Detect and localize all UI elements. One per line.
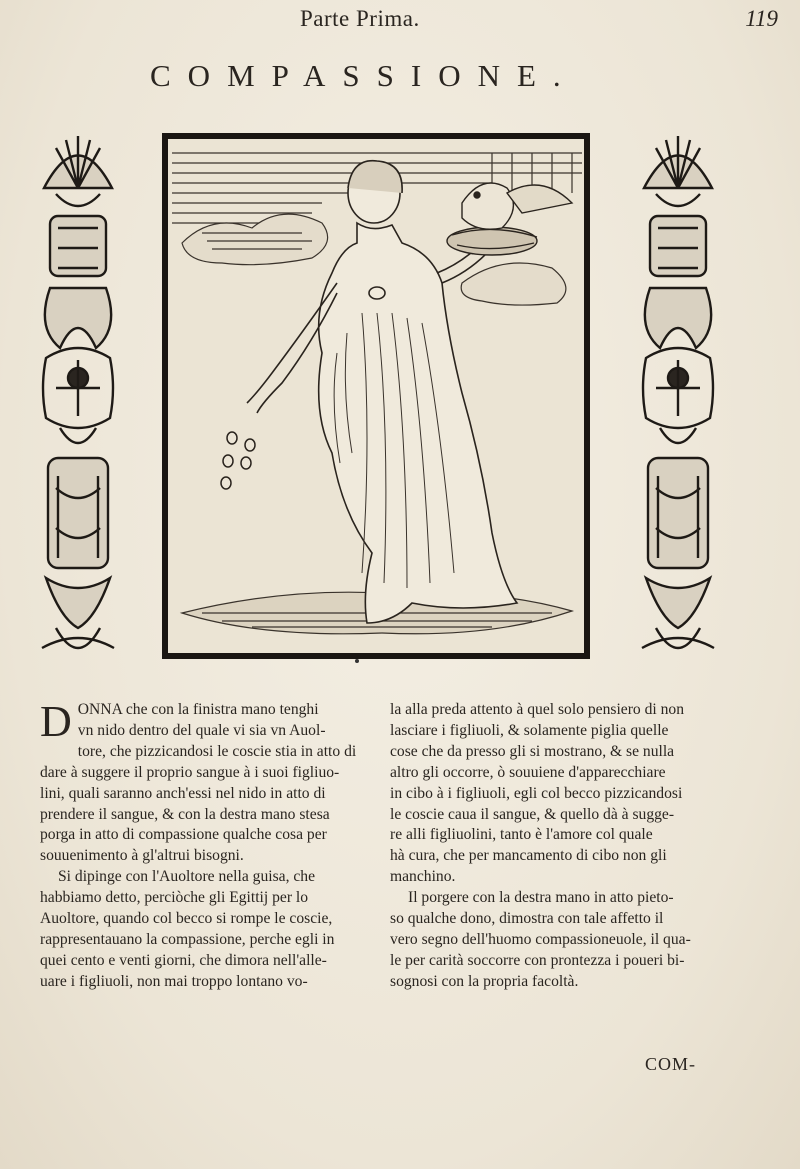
ornament-right-icon — [636, 128, 720, 668]
right-column-line: la alla preda attento à quel solo pensiero di non — [390, 701, 685, 718]
left-column-line: prendere il sangue, & con la destra mano stesa — [40, 805, 330, 823]
right-column-line: le per carità soccorre con prontezza i poueri bi- — [390, 951, 685, 969]
left-column-line: vn nido dentro del quale vi sia vn Auol- — [77, 721, 326, 739]
right-column-line: le coscie caua il sangue, & quello dà à sugge- — [390, 805, 675, 823]
left-column-line: quei cento e venti giorni, che dimora nell'alle- — [40, 951, 327, 969]
right-column-line: altro gli occorre, ò souuiene d'apparecchiare — [390, 763, 666, 781]
left-column-line: rappresentauano la compassione, perche egli in — [40, 930, 335, 948]
right-column-line: in cibo à i figliuoli, egli col becco pizzicandosi — [390, 784, 683, 802]
drop-cap: D — [40, 697, 72, 746]
left-column-line: souuenimento à gl'altrui bisogni. — [40, 847, 244, 865]
catchword: COM- — [645, 1054, 697, 1074]
ornament-left-icon — [36, 128, 120, 668]
left-column-line: dare à suggere il proprio sangue à i suoi figliuo- — [40, 763, 340, 781]
page-title: COMPASSIONE. — [150, 58, 578, 93]
left-column-line: lini, quali saranno anch'essi nel nido in atto di — [40, 784, 326, 802]
right-column-line: vero segno dell'huomo compassioneuole, il qua- — [390, 930, 691, 948]
left-column-line: porga in atto di compassione qualche cosa per — [40, 826, 327, 844]
right-column-line: hà cura, che per mancamento di cibo non gli — [390, 847, 667, 865]
page-number: 119 — [745, 6, 778, 31]
left-column-line: Auoltore, quando col becco si rompe le coscie, — [40, 910, 333, 928]
decorative-dot — [355, 659, 359, 663]
right-column-line: lasciare i figliuoli, & solamente piglia quelle — [390, 721, 669, 739]
right-column-line: sognosi con la propria facoltà. — [390, 972, 579, 990]
right-column-line: so qualche dono, dimostra con tale affetto il — [390, 910, 664, 928]
right-column-line: manchino. — [390, 868, 456, 886]
left-column-line: ONNA che con la finistra mano tenghi — [77, 701, 319, 718]
left-column-line: uare i figliuoli, non mai troppo lontano vo- — [40, 972, 308, 990]
text-column-right — [390, 700, 720, 993]
left-column-line: tore, che pizzicandosi le coscie stia in atto di — [77, 742, 357, 760]
left-column-line: habbiamo detto, perciòche gli Egittij per lo — [40, 889, 309, 907]
woodcut-compassion-figure-icon — [162, 133, 590, 659]
running-head: Parte Prima. — [300, 6, 420, 31]
right-column-line: Il porgere con la destra mano in atto pieto- — [408, 889, 674, 907]
right-column-line: cose che da presso gli si mostrano, & se nulla — [390, 742, 675, 760]
left-column-line: Si dipinge con l'Auoltore nella guisa, che — [58, 868, 316, 886]
text-column-left — [40, 697, 372, 993]
right-column-line: re alli figliuolini, tanto è l'amore col quale — [390, 826, 653, 844]
